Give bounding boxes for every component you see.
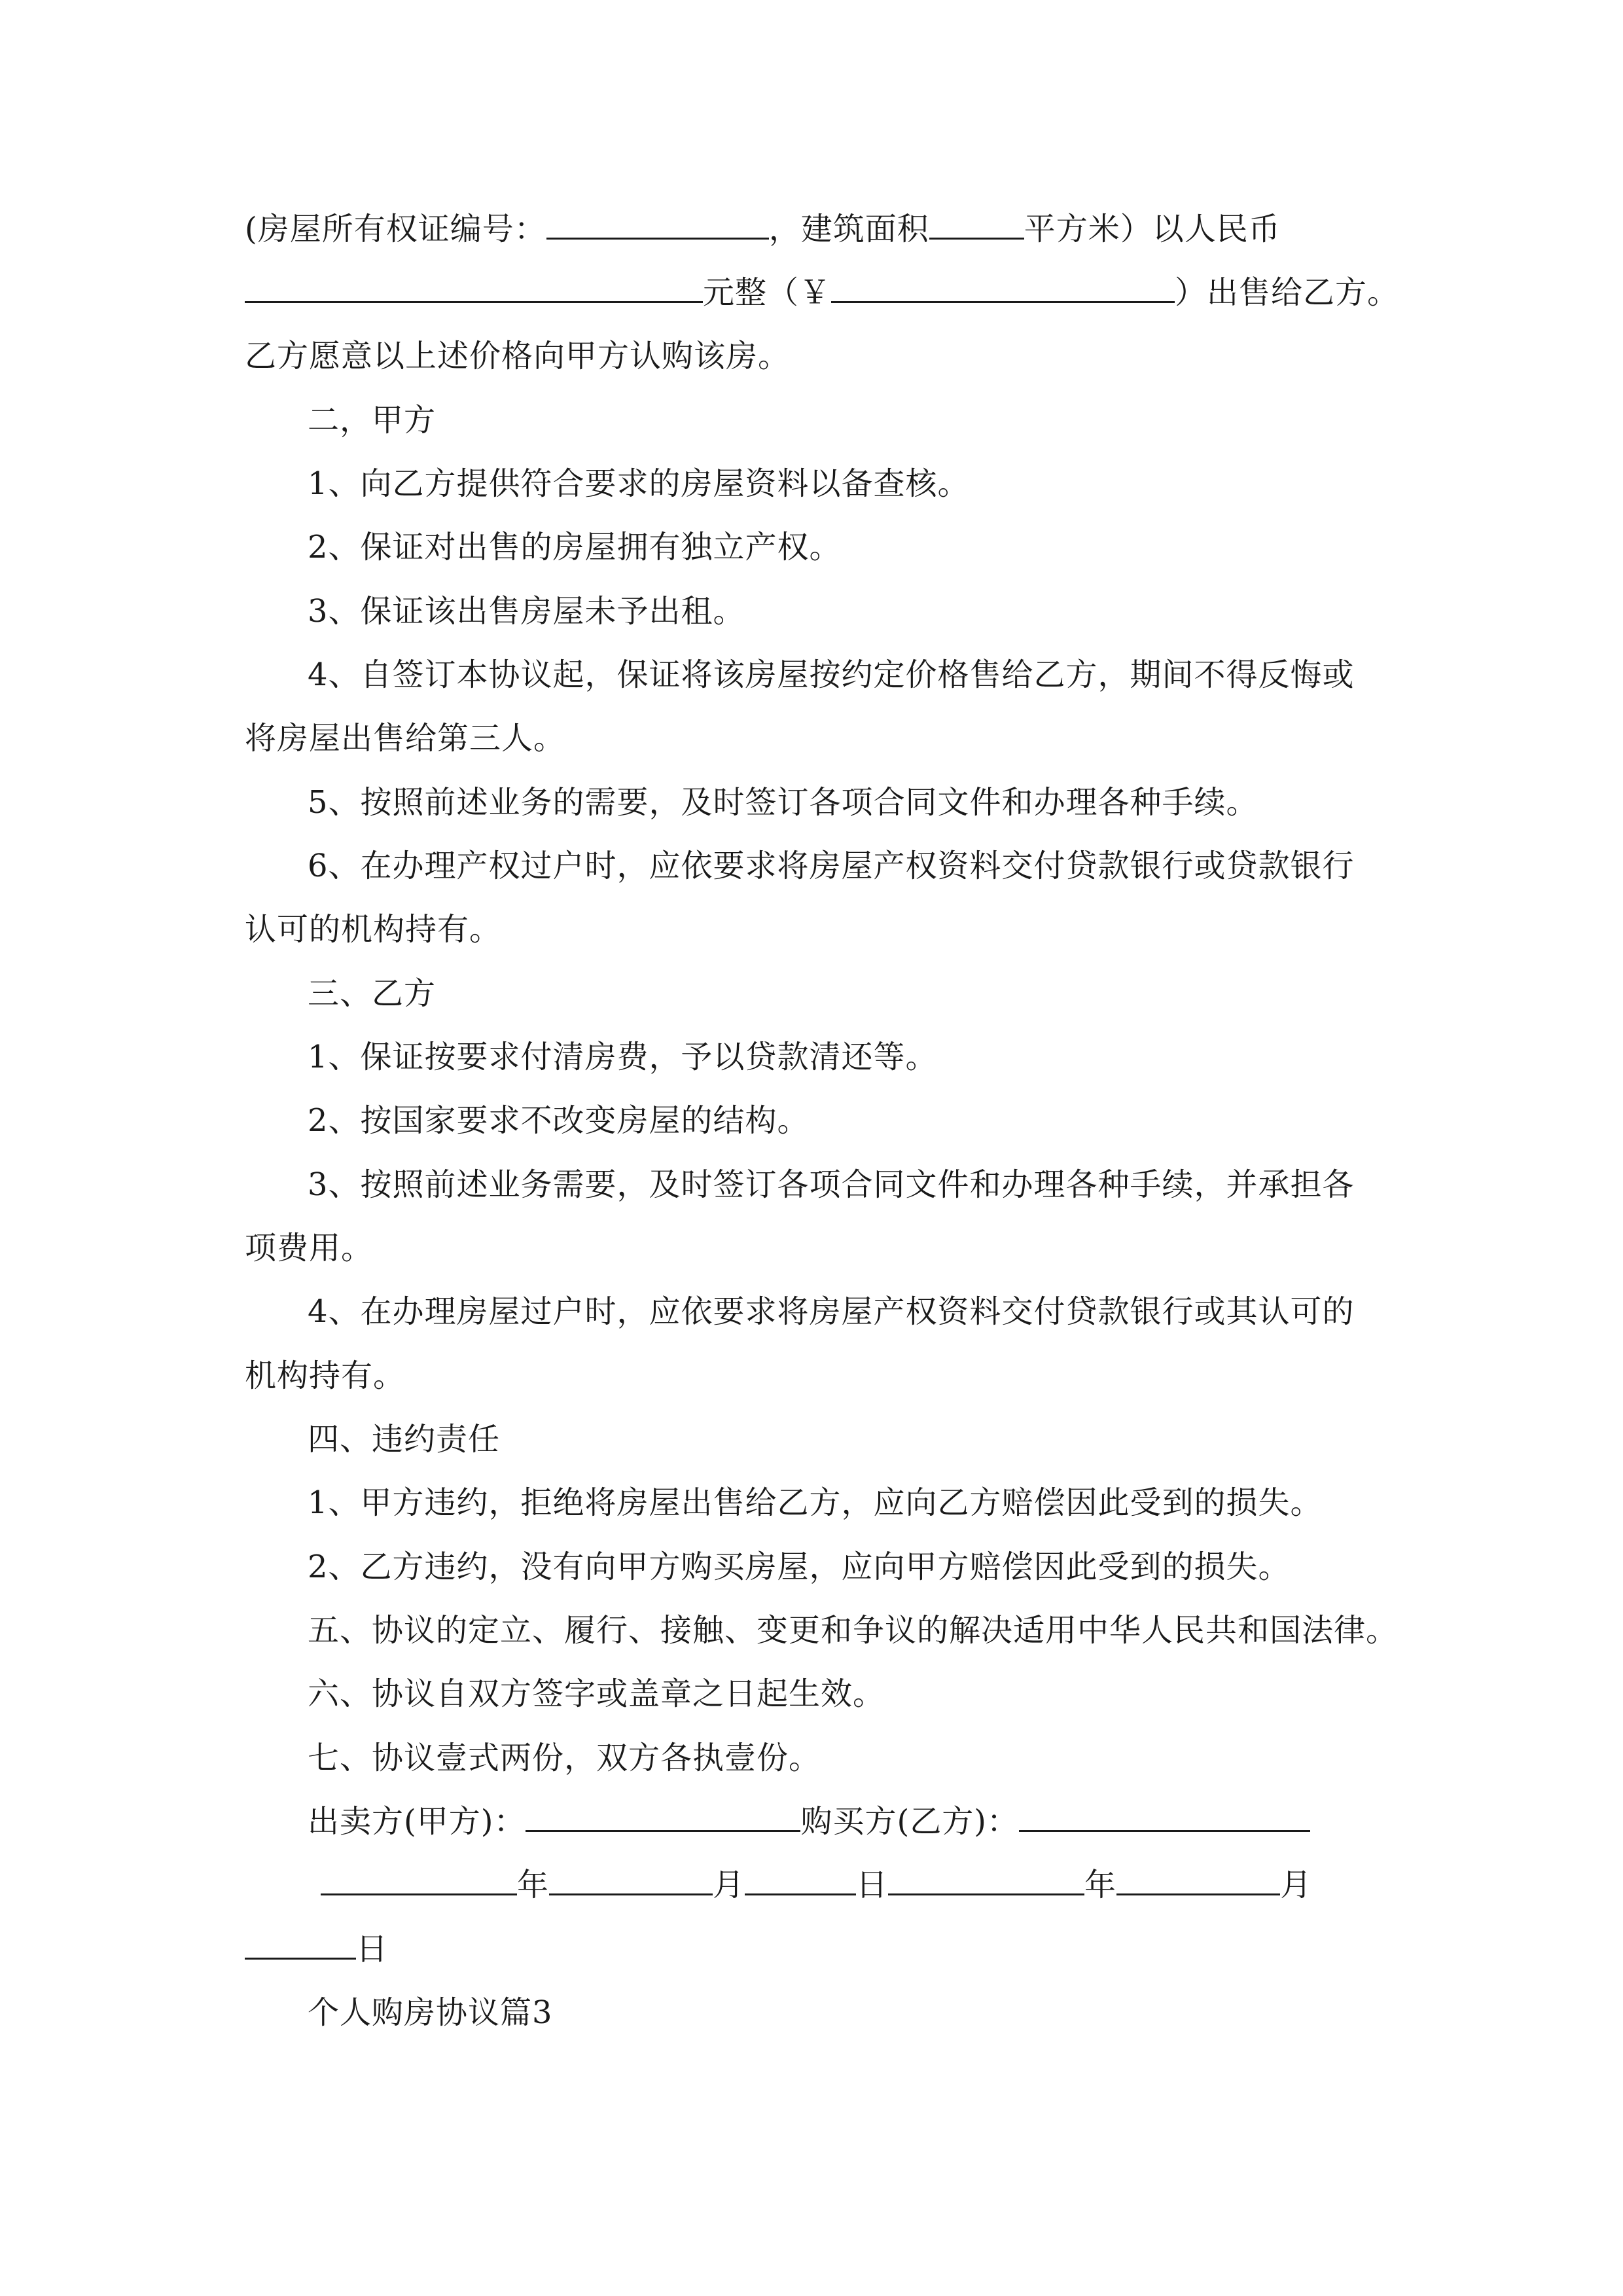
party-a-item-6-line-1: 6、在办理产权过户时，应依要求将房屋产权资料交付贷款银行或贷款银行 <box>308 848 1355 884</box>
next-section-title: 个人购房协议篇3 <box>308 1994 553 2031</box>
price-figures-blank <box>831 275 1175 303</box>
seller-signature-blank <box>526 1804 800 1832</box>
seller-label: 出卖方(甲方)： <box>308 1803 526 1840</box>
party-b-item-3-line-1: 3、按照前述业务需要，及时签订各项合同文件和办理各种手续，并承担各 <box>308 1166 1355 1203</box>
heading-party-a: 二，甲方 <box>308 402 437 439</box>
seller-month-blank <box>549 1867 713 1895</box>
party-a-item-4-line-2: 将房屋出售给第三人。 <box>245 720 566 757</box>
party-a-item-6-line-2: 认可的机构持有。 <box>245 911 502 948</box>
party-b-item-4-line-2: 机构持有。 <box>245 1357 406 1394</box>
party-b-item-4-line-1: 4、在办理房屋过户时，应依要求将房屋产权资料交付贷款银行或其认可的 <box>308 1293 1355 1330</box>
clause-6: 六、协议自双方签字或盖章之日起生效。 <box>308 1676 885 1712</box>
seller-year-blank <box>321 1867 517 1895</box>
signature-line <box>308 1801 1383 1842</box>
breach-item-2: 2、乙方违约，没有向甲方购买房屋，应向甲方赔偿因此受到的损失。 <box>308 1549 1291 1585</box>
paragraph-price: 元整（￥ ）出售给乙方。 <box>245 272 1383 314</box>
seller-day-blank <box>745 1867 856 1895</box>
party-b-item-2: 2、按国家要求不改变房屋的结构。 <box>308 1102 810 1139</box>
certificate-number-blank <box>546 211 769 240</box>
clause-5: 五、协议的定立、履行、接触、变更和争议的解决适用中华人民共和国法律。 <box>308 1612 1399 1649</box>
party-a-item-1: 1、向乙方提供符合要求的房屋资料以备查核。 <box>308 465 970 502</box>
date-line-continued: 日 <box>245 1928 1383 1970</box>
buyer-day-blank <box>245 1931 356 1960</box>
buyer-label: 购买方(乙方)： <box>800 1803 1019 1840</box>
party-a-item-2: 2、保证对出售的房屋拥有独立产权。 <box>308 529 842 565</box>
party-a-item-5: 5、按照前述业务的需要，及时签订各项合同文件和办理各种手续。 <box>308 784 1258 821</box>
party-a-item-4-line-1: 4、自签订本协议起，保证将该房屋按约定价格售给乙方，期间不得反悔或 <box>308 656 1355 693</box>
party-b-item-3-line-2: 项费用。 <box>245 1230 374 1266</box>
clause-7: 七、协议壹式两份，双方各执壹份。 <box>308 1740 821 1776</box>
party-b-item-1: 1、保证按要求付清房费，予以贷款清还等。 <box>308 1039 938 1075</box>
breach-item-1: 1、甲方违约，拒绝将房屋出售给乙方，应向乙方赔偿因此受到的损失。 <box>308 1484 1323 1521</box>
party-a-item-3: 3、保证该出售房屋未予出租。 <box>308 593 745 630</box>
area-blank <box>929 211 1024 240</box>
price-words-blank <box>245 275 703 303</box>
buyer-signature-blank <box>1019 1804 1310 1832</box>
paragraph-certificate: (房屋所有权证编号： ，建筑面积 平方米）以人民币 <box>245 211 1281 247</box>
buyer-year-blank <box>888 1867 1084 1895</box>
paragraph-buyer-willing: 乙方愿意以上述价格向甲方认购该房。 <box>245 338 791 374</box>
heading-breach: 四、违约责任 <box>308 1421 501 1458</box>
buyer-month-blank <box>1116 1867 1280 1895</box>
date-line: 年 月 日 年 月 <box>321 1864 1383 1906</box>
heading-party-b: 三、乙方 <box>308 975 437 1012</box>
